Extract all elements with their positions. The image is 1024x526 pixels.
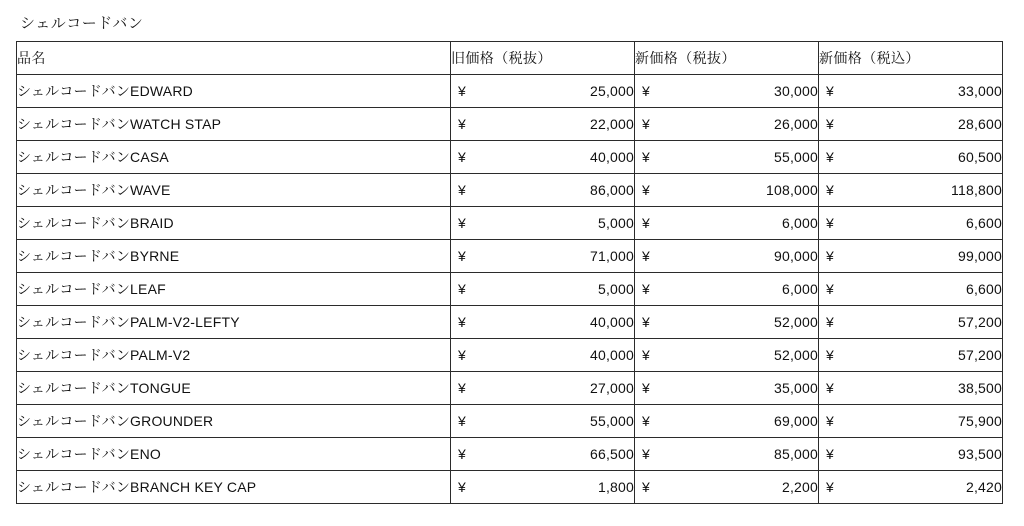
table-row [17, 207, 1003, 240]
cell-old-price [451, 405, 635, 438]
cell-old-price [451, 207, 635, 240]
column-header-new-price-tax: 新価格（税込） [819, 42, 1003, 75]
cell-product-name: シェルコードバンWATCH STAP [17, 108, 451, 141]
cell-old-price [451, 141, 635, 174]
table-header [17, 42, 1003, 75]
cell-old-price [451, 471, 635, 504]
cell-new-price [635, 438, 819, 471]
cell-product-name: シェルコードバンBRANCH KEY CAP [17, 471, 451, 504]
cell-new-price-tax [819, 306, 1003, 339]
currency-symbol: ¥ [458, 413, 466, 429]
column-header-new-price: 新価格（税抜） [635, 42, 819, 75]
cell-new-price-tax [819, 174, 1003, 207]
cell-new-price [635, 273, 819, 306]
amount-value: 26,000 [773, 116, 818, 132]
amount-value: 57,200 [957, 314, 1002, 330]
amount-value: 25,000 [589, 83, 634, 99]
table-row [17, 471, 1003, 504]
cell-new-price-tax [819, 405, 1003, 438]
amount-value: 6,600 [965, 215, 1002, 231]
currency-symbol: ¥ [642, 281, 650, 297]
table-row [17, 75, 1003, 108]
cell-new-price [635, 339, 819, 372]
amount-value: 99,000 [957, 248, 1002, 264]
cell-new-price [635, 240, 819, 273]
amount-value: 66,500 [589, 446, 634, 462]
currency-symbol: ¥ [458, 347, 466, 363]
table-row [17, 405, 1003, 438]
amount-value: 6,000 [781, 281, 818, 297]
cell-product-name: シェルコードバンENO [17, 438, 451, 471]
currency-symbol: ¥ [642, 116, 650, 132]
cell-old-price [451, 273, 635, 306]
currency-symbol: ¥ [458, 116, 466, 132]
amount-value: 6,000 [781, 215, 818, 231]
cell-old-price [451, 75, 635, 108]
column-header-old-price: 旧価格（税抜） [451, 42, 635, 75]
cell-new-price-tax [819, 240, 1003, 273]
cell-product-name: シェルコードバンCASA [17, 141, 451, 174]
amount-value: 30,000 [773, 83, 818, 99]
currency-symbol: ¥ [458, 182, 466, 198]
cell-new-price-tax [819, 438, 1003, 471]
amount-value: 5,000 [597, 215, 634, 231]
amount-value: 38,500 [957, 380, 1002, 396]
cell-old-price [451, 174, 635, 207]
cell-new-price [635, 306, 819, 339]
table-row [17, 174, 1003, 207]
amount-value: 2,200 [781, 479, 818, 495]
cell-old-price [451, 372, 635, 405]
amount-value: 55,000 [589, 413, 634, 429]
amount-value: 85,000 [773, 446, 818, 462]
currency-symbol: ¥ [826, 182, 834, 198]
currency-symbol: ¥ [826, 446, 834, 462]
currency-symbol: ¥ [458, 281, 466, 297]
amount-value: 27,000 [589, 380, 634, 396]
table-header-row [17, 42, 1003, 75]
currency-symbol: ¥ [642, 446, 650, 462]
currency-symbol: ¥ [642, 149, 650, 165]
cell-product-name: シェルコードバンGROUNDER [17, 405, 451, 438]
currency-symbol: ¥ [826, 149, 834, 165]
cell-product-name: シェルコードバンPALM-V2-LEFTY [17, 306, 451, 339]
currency-symbol: ¥ [642, 215, 650, 231]
cell-new-price-tax [819, 372, 1003, 405]
currency-symbol: ¥ [458, 149, 466, 165]
table-row [17, 339, 1003, 372]
cell-old-price [451, 240, 635, 273]
currency-symbol: ¥ [642, 479, 650, 495]
amount-value: 71,000 [589, 248, 634, 264]
currency-symbol: ¥ [826, 347, 834, 363]
amount-value: 90,000 [773, 248, 818, 264]
cell-product-name: シェルコードバンBYRNE [17, 240, 451, 273]
amount-value: 2,420 [965, 479, 1002, 495]
cell-old-price [451, 339, 635, 372]
cell-new-price-tax [819, 339, 1003, 372]
amount-value: 75,900 [957, 413, 1002, 429]
currency-symbol: ¥ [458, 83, 466, 99]
amount-value: 40,000 [589, 347, 634, 363]
cell-new-price-tax [819, 108, 1003, 141]
amount-value: 22,000 [589, 116, 634, 132]
currency-symbol: ¥ [826, 83, 834, 99]
amount-value: 35,000 [773, 380, 818, 396]
cell-new-price [635, 174, 819, 207]
cell-new-price-tax [819, 141, 1003, 174]
currency-symbol: ¥ [458, 380, 466, 396]
table-row [17, 141, 1003, 174]
currency-symbol: ¥ [458, 314, 466, 330]
page-title: シェルコードバン [20, 15, 144, 32]
currency-symbol: ¥ [826, 215, 834, 231]
table-row [17, 273, 1003, 306]
cell-new-price [635, 471, 819, 504]
cell-new-price [635, 141, 819, 174]
currency-symbol: ¥ [826, 479, 834, 495]
amount-value: 33,000 [957, 83, 1002, 99]
cell-new-price-tax [819, 75, 1003, 108]
currency-symbol: ¥ [826, 314, 834, 330]
currency-symbol: ¥ [642, 182, 650, 198]
amount-value: 1,800 [597, 479, 634, 495]
currency-symbol: ¥ [826, 413, 834, 429]
cell-new-price-tax [819, 207, 1003, 240]
currency-symbol: ¥ [826, 281, 834, 297]
amount-value: 52,000 [773, 347, 818, 363]
cell-new-price [635, 405, 819, 438]
currency-symbol: ¥ [826, 380, 834, 396]
cell-new-price [635, 372, 819, 405]
cell-product-name: シェルコードバンTONGUE [17, 372, 451, 405]
amount-value: 69,000 [773, 413, 818, 429]
table-row [17, 306, 1003, 339]
currency-symbol: ¥ [642, 413, 650, 429]
amount-value: 60,500 [957, 149, 1002, 165]
column-header-name: 品名 [17, 42, 451, 75]
amount-value: 6,600 [965, 281, 1002, 297]
table-row [17, 438, 1003, 471]
currency-symbol: ¥ [642, 314, 650, 330]
cell-new-price-tax [819, 471, 1003, 504]
cell-product-name: シェルコードバンWAVE [17, 174, 451, 207]
table-row [17, 240, 1003, 273]
cell-new-price [635, 207, 819, 240]
amount-value: 40,000 [589, 149, 634, 165]
currency-symbol: ¥ [826, 116, 834, 132]
amount-value: 118,800 [951, 182, 1002, 198]
currency-symbol: ¥ [642, 380, 650, 396]
currency-symbol: ¥ [642, 347, 650, 363]
amount-value: 28,600 [957, 116, 1002, 132]
currency-symbol: ¥ [642, 83, 650, 99]
cell-old-price [451, 306, 635, 339]
amount-value: 40,000 [589, 314, 634, 330]
cell-product-name: シェルコードバンPALM-V2 [17, 339, 451, 372]
cell-new-price [635, 75, 819, 108]
table-body [17, 75, 1003, 504]
currency-symbol: ¥ [458, 248, 466, 264]
cell-new-price-tax [819, 273, 1003, 306]
amount-value: 52,000 [773, 314, 818, 330]
cell-product-name: シェルコードバンLEAF [17, 273, 451, 306]
amount-value: 55,000 [773, 149, 818, 165]
price-table [16, 41, 1003, 504]
amount-value: 93,500 [957, 446, 1002, 462]
cell-old-price [451, 438, 635, 471]
amount-value: 5,000 [597, 281, 634, 297]
cell-old-price [451, 108, 635, 141]
currency-symbol: ¥ [458, 479, 466, 495]
currency-symbol: ¥ [458, 446, 466, 462]
cell-product-name: シェルコードバンEDWARD [17, 75, 451, 108]
currency-symbol: ¥ [826, 248, 834, 264]
cell-new-price [635, 108, 819, 141]
amount-value: 57,200 [957, 347, 1002, 363]
currency-symbol: ¥ [458, 215, 466, 231]
cell-product-name: シェルコードバンBRAID [17, 207, 451, 240]
currency-symbol: ¥ [642, 248, 650, 264]
amount-value: 108,000 [765, 182, 818, 198]
amount-value: 86,000 [589, 182, 634, 198]
table-row [17, 108, 1003, 141]
table-row [17, 372, 1003, 405]
